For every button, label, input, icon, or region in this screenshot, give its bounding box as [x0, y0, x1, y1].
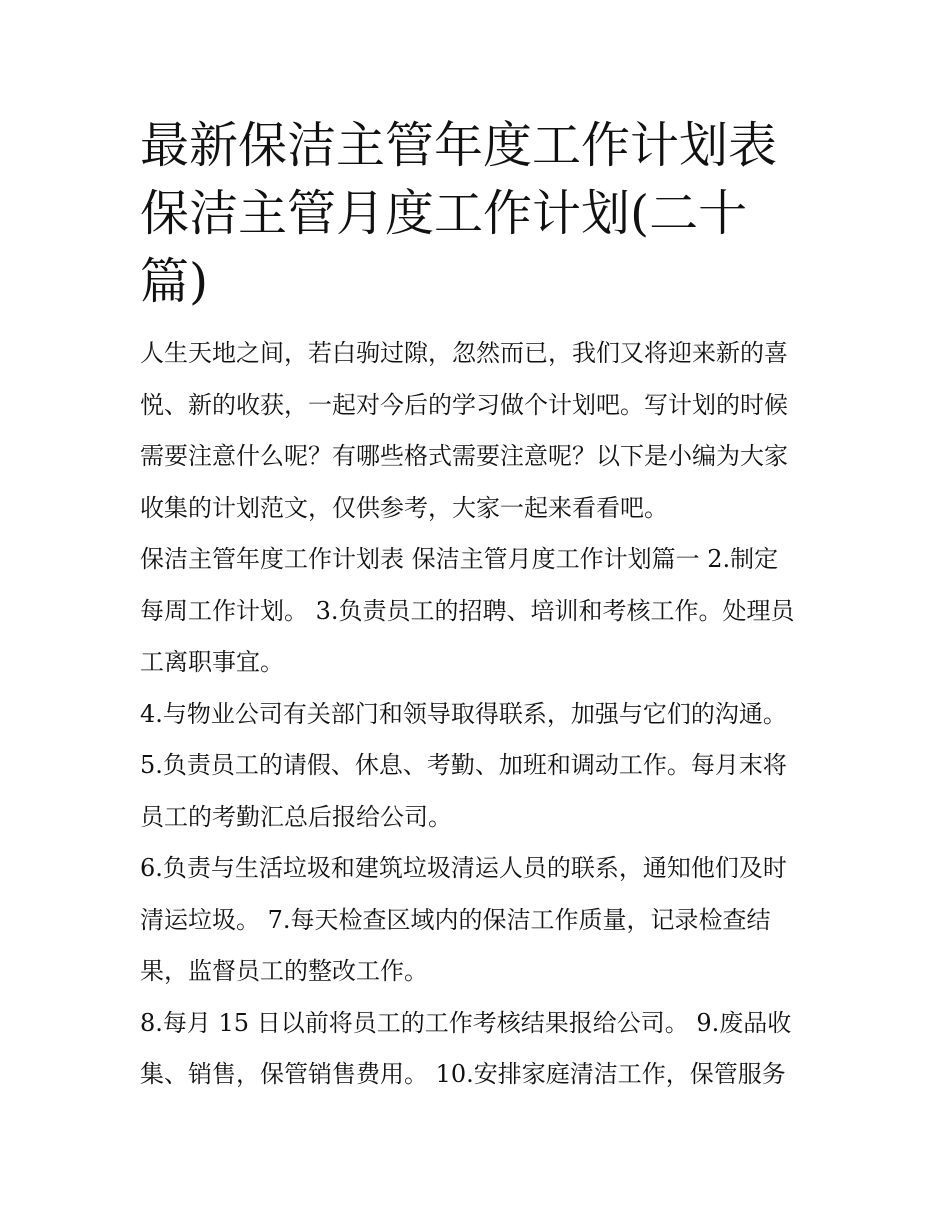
body-line: 员工的考勤汇总后报给公司。	[140, 802, 452, 831]
title-line: 最新保洁主管年度工作计划表	[140, 117, 778, 174]
document-body	[140, 328, 820, 1101]
title-line: 篇)	[140, 253, 209, 310]
body-line: 4.与物业公司有关部门和领导取得联系，加强与它们的沟通。	[140, 699, 787, 728]
body-line: 8.每月 15 日以前将员工的工作考核结果报给公司。 9.废品收	[140, 1008, 792, 1037]
body-line: 清运垃圾。 7.每天检查区域内的保洁工作质量，记录检查结	[140, 905, 771, 934]
title-line: 保洁主管月度工作计划(二十	[140, 185, 748, 242]
body-line: 人生天地之间，若白驹过隙，忽然而已，我们又将迎来新的喜	[140, 339, 788, 367]
body-line: 悦、新的收获，一起对今后的学习做个计划吧。写计划的时候	[140, 390, 788, 419]
body-line: 保洁主管年度工作计划表 保洁主管月度工作计划篇一 2.制定	[140, 545, 779, 573]
body-line: 集、销售，保管销售费用。 10.安排家庭清洁工作，保管服务	[140, 1060, 786, 1088]
body-line: 5.负责员工的请假、休息、考勤、加班和调动工作。每月末将	[140, 751, 787, 779]
body-line: 收集的计划范文，仅供参考，大家一起来看看吧。	[140, 493, 668, 522]
document-content	[140, 112, 820, 1101]
body-line: 需要注意什么呢？有哪些格式需要注意呢？以下是小编为大家	[140, 442, 788, 470]
body-line: 6.负责与生活垃圾和建筑垃圾清运人员的联系，通知他们及时	[140, 854, 787, 882]
document-title	[140, 112, 820, 316]
body-line: 工离职事宜。	[140, 648, 284, 676]
body-line: 每周工作计划。 3.负责员工的招聘、培训和考核工作。处理员	[140, 596, 795, 625]
body-line: 果，监督员工的整改工作。	[140, 957, 428, 985]
